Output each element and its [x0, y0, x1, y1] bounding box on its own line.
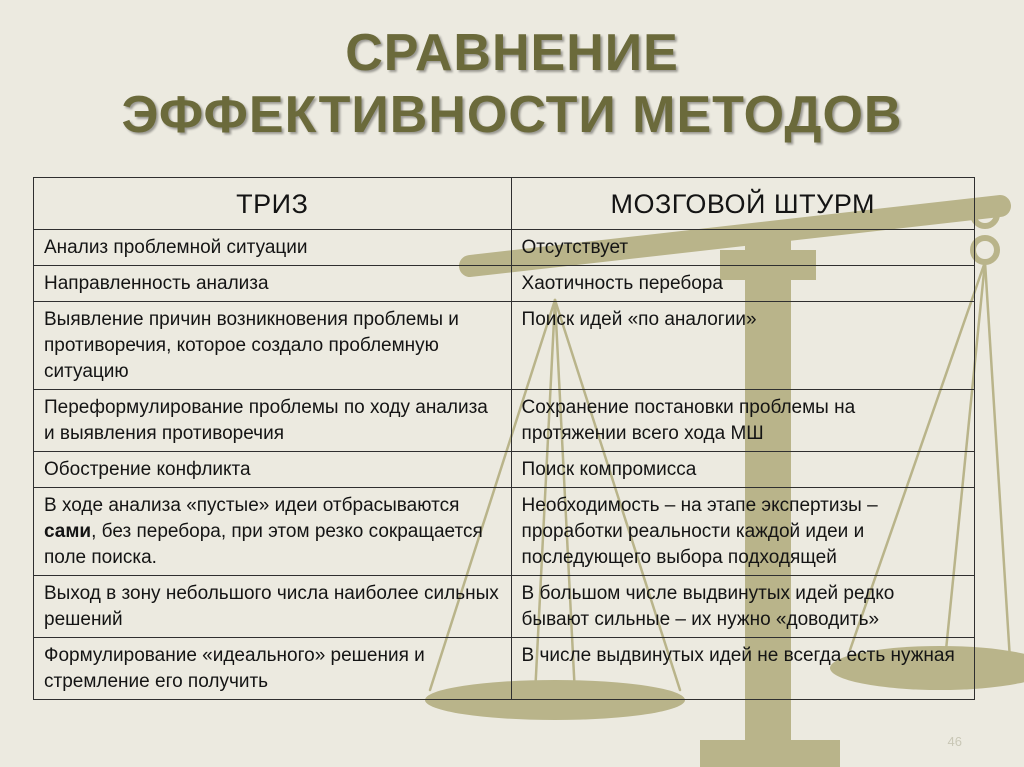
- column-header-brainstorm: МОЗГОВОЙ ШТУРМ: [511, 178, 974, 230]
- brainstorm-cell: Поиск идей «по аналогии»: [511, 302, 974, 390]
- brainstorm-cell: Поиск компромисса: [511, 452, 974, 488]
- slide-title: [0, 22, 1024, 146]
- column-header-triz: ТРИЗ: [34, 178, 512, 230]
- brainstorm-cell: Отсутствует: [511, 230, 974, 266]
- table-row: [34, 638, 975, 700]
- table-row: [34, 576, 975, 638]
- triz-cell: Направленность анализа: [34, 266, 512, 302]
- brainstorm-cell: Сохранение постановки проблемы на протяжении всего хода МШ: [511, 390, 974, 452]
- brainstorm-cell: В большом числе выдвинутых идей редко бывают сильные – их нужно «доводить»: [511, 576, 974, 638]
- table-row: [34, 230, 975, 266]
- cell-text-before: В ходе анализа «пустые» идеи отбрасываются: [44, 495, 460, 516]
- triz-cell: Анализ проблемной ситуации: [34, 230, 512, 266]
- title-line-1: СРАВНЕНИЕ: [345, 24, 679, 82]
- table-row: [34, 488, 975, 576]
- table-row: [34, 452, 975, 488]
- table-header-row: [34, 178, 975, 230]
- table-row: [34, 302, 975, 390]
- triz-cell: Формулирование «идеального» решения и стремление его получить: [34, 638, 512, 700]
- triz-cell: Переформулирование проблемы по ходу анализа и выявления противоречия: [34, 390, 512, 452]
- cell-text-bold: сами: [44, 521, 92, 542]
- triz-cell: Выход в зону небольшого числа наиболее сильных решений: [34, 576, 512, 638]
- cell-text-after: , без перебора, при этом резко сокращается поле поиска.: [44, 521, 483, 568]
- brainstorm-cell: В числе выдвинутых идей не всегда есть нужная: [511, 638, 974, 700]
- brainstorm-cell: Необходимость – на этапе экспертизы – проработки реальности каждой идеи и последующего выбора подходящей: [511, 488, 974, 576]
- title-line-2: ЭФФЕКТИВНОСТИ МЕТОДОВ: [121, 86, 903, 144]
- brainstorm-cell: Хаотичность перебора: [511, 266, 974, 302]
- page-number: 46: [947, 734, 962, 749]
- triz-cell: [34, 488, 512, 576]
- triz-cell: Выявление причин возникновения проблемы и противоречия, которое создало проблемную ситуацию: [34, 302, 512, 390]
- comparison-table: [33, 177, 975, 700]
- triz-cell: Обострение конфликта: [34, 452, 512, 488]
- table-row: [34, 266, 975, 302]
- table-row: [34, 390, 975, 452]
